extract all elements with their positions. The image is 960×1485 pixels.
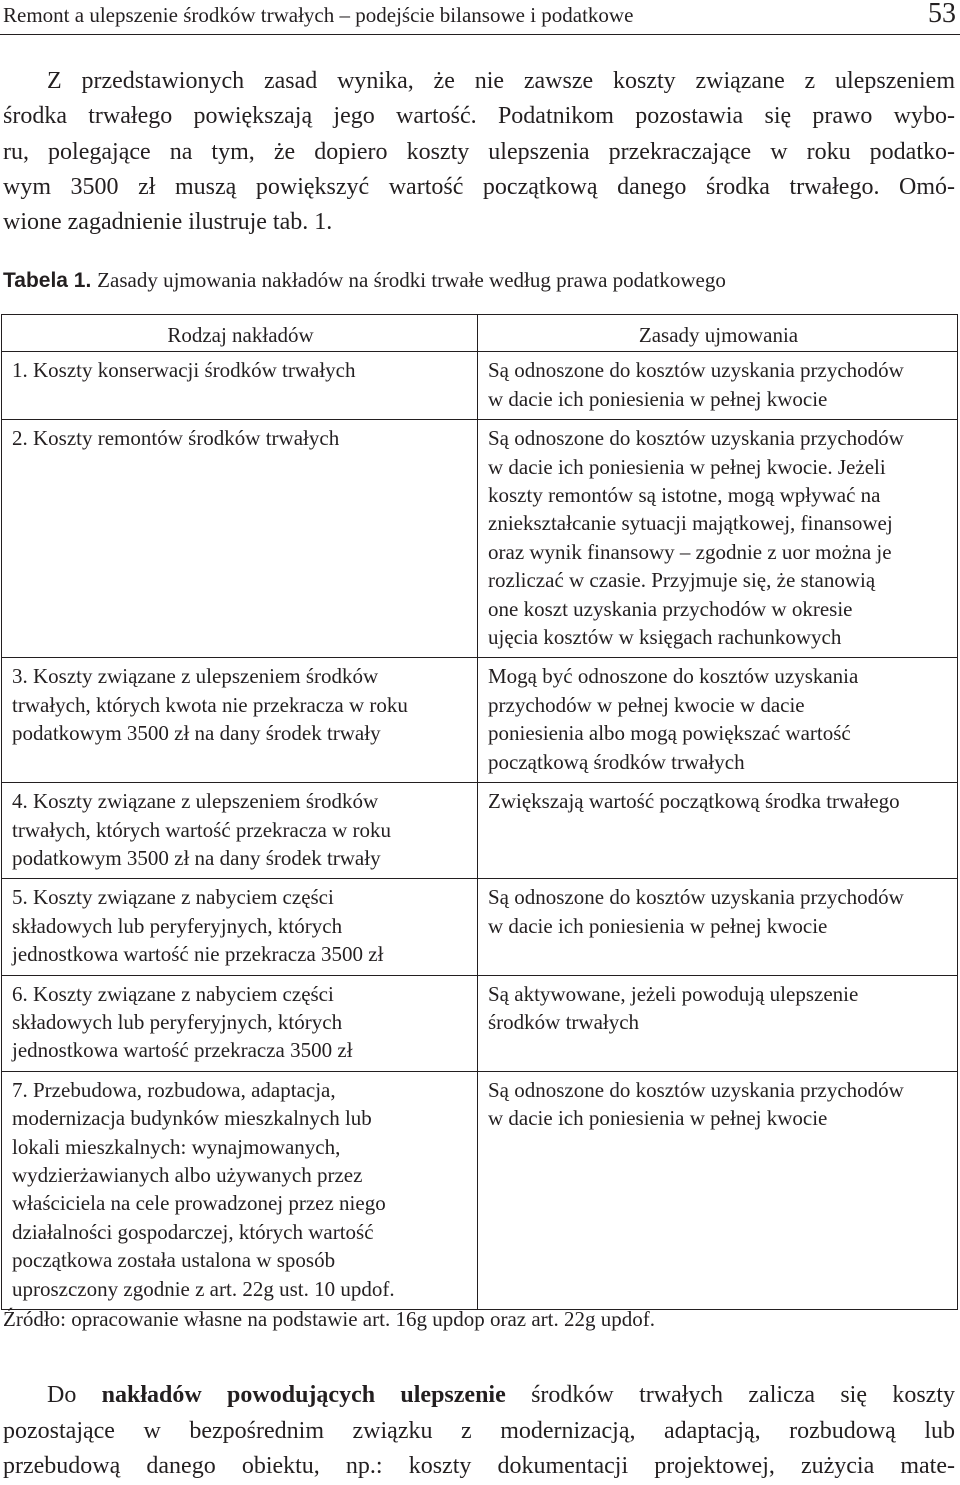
cell-line: środków trwałych <box>488 1009 640 1034</box>
table-header-row <box>2 315 958 352</box>
table-body <box>2 352 958 1310</box>
cell-line: 5. Koszty związane z nabyciem części <box>12 885 334 910</box>
cell-line: uproszczony zgodnie z art. 22g ust. 10 updof. <box>12 1276 395 1301</box>
cell-type <box>2 879 478 975</box>
outro-bold-term: nakładów powodujących ulepszenie <box>101 1382 506 1408</box>
cell-type <box>2 975 478 1071</box>
cell-line: wydzierżawianych albo używanych przez <box>12 1162 363 1187</box>
cell-type <box>2 352 478 420</box>
table-row <box>2 420 958 658</box>
cell-line: 4. Koszty związane z ulepszeniem środków <box>12 789 379 814</box>
cell-rule <box>478 658 958 783</box>
cell-type <box>2 420 478 658</box>
cell-line: jednostkowa wartość nie przekracza 3500 zł <box>12 942 384 967</box>
cell-line: jednostkowa wartość przekracza 3500 zł <box>12 1038 353 1063</box>
cell-rule <box>478 352 958 420</box>
cell-line: początkową środków trwałych <box>488 749 745 774</box>
cell-line: koszty remontów są istotne, mogą wpływać na <box>488 483 881 508</box>
outro-lead: Do <box>47 1382 102 1408</box>
cell-rule <box>478 879 958 975</box>
outro-line: pozostające w bezpośrednim związku z modernizacją, adaptacją, rozbudową lub <box>3 1417 955 1444</box>
cell-line: Są aktywowane, jeżeli powodują ulepszenie <box>488 981 859 1006</box>
table-row <box>2 879 958 975</box>
cell-line: w dacie ich poniesienia w pełnej kwocie. Jeżeli <box>488 454 886 479</box>
cell-line: ujęcia kosztów w księgach rachunkowych <box>488 625 842 650</box>
cell-rule <box>478 420 958 658</box>
cell-line: składowych lub peryferyjnych, których <box>12 1009 343 1034</box>
cell-line: w dacie ich poniesienia w pełnej kwocie <box>488 386 828 411</box>
cell-line: w dacie ich poniesienia w pełnej kwocie <box>488 1106 828 1131</box>
table-caption-text: Zasady ujmowania nakładów na środki trwałe według prawa podatkowego <box>97 268 726 292</box>
intro-paragraph <box>3 64 955 240</box>
running-title: Remont a ulepszenie środków trwałych – podejście bilansowe i podatkowe <box>3 3 634 27</box>
cell-line: lokali mieszkalnych: wynajmowanych, <box>12 1134 341 1159</box>
cell-type <box>2 783 478 879</box>
running-header <box>0 0 960 35</box>
cell-line: 1. Koszty konserwacji środków trwałych <box>12 358 356 383</box>
intro-line: Z przedstawionych zasad wynika, że nie zawsze koszty związane z ulepszeniem <box>47 68 955 94</box>
cell-line: 7. Przebudowa, rozbudowa, adaptacja, <box>12 1077 336 1102</box>
cell-type <box>2 1071 478 1309</box>
cell-line: przychodów w pełnej kwocie w dacie <box>488 692 805 717</box>
table-row <box>2 658 958 783</box>
table-row <box>2 352 958 420</box>
table-row <box>2 1071 958 1309</box>
cell-line: składowych lub peryferyjnych, których <box>12 913 343 938</box>
cell-line: one koszt uzyskania przychodów w okresie <box>488 596 853 621</box>
intro-line: wione zagadnienie ilustruje tab. 1. <box>3 209 333 236</box>
cell-line: poniesienia albo mogą powiększać wartość <box>488 721 851 746</box>
cell-line: Zwiększają wartość początkową środka trwałego <box>488 789 900 814</box>
cell-line: Są odnoszone do kosztów uzyskania przychodów <box>488 1077 904 1102</box>
cell-line: w dacie ich poniesienia w pełnej kwocie <box>488 913 828 938</box>
cell-line: początkowa została ustalona w sposób <box>12 1248 336 1273</box>
cell-line: trwałych, których wartość przekracza w roku <box>12 817 391 842</box>
cell-line: rozliczać w czasie. Przyjmuje się, że stanowią <box>488 568 876 593</box>
cell-line: właściciela na cele prowadzonej przez niego <box>12 1191 386 1216</box>
outro-line <box>3 1378 955 1414</box>
table-caption-label: Tabela 1. <box>3 269 92 292</box>
table-row <box>2 975 958 1071</box>
source-note: Źródło: opracowanie własne na podstawie art. 16g updop oraz art. 22g updof. <box>3 1307 655 1331</box>
table-row <box>2 783 958 879</box>
intro-line: wym 3500 zł muszą powiększyć wartość początkową danego środka trwałego. Omó- <box>3 173 955 200</box>
outro-line: przebudową danego obiektu, np.: koszty dokumentacji projektowej, zużycia mate- <box>3 1453 955 1479</box>
intro-line: środka trwałego powiększają jego wartość. Podatnikom pozostawia się prawo wybo- <box>3 103 955 130</box>
cell-line: 3. Koszty związane z ulepszeniem środków <box>12 664 379 689</box>
page-number: 53 <box>928 0 956 29</box>
table-caption <box>3 268 726 293</box>
cell-line: modernizacja budynków mieszkalnych lub <box>12 1106 372 1131</box>
cell-type <box>2 658 478 783</box>
cell-line: Są odnoszone do kosztów uzyskania przychodów <box>488 426 904 451</box>
cell-line: 6. Koszty związane z nabyciem części <box>12 981 334 1006</box>
cell-line: oraz wynik finansowy – zgodnie z uor można je <box>488 539 892 564</box>
cell-line: Są odnoszone do kosztów uzyskania przychodów <box>488 358 904 383</box>
cell-line: Są odnoszone do kosztów uzyskania przychodów <box>488 885 904 910</box>
cell-rule <box>478 783 958 879</box>
cell-line: 2. Koszty remontów środków trwałych <box>12 426 340 451</box>
intro-line: ru, polegające na tym, że dopiero koszty ulepszenia przekraczające w roku podatko- <box>3 138 955 165</box>
cell-line: trwałych, których kwota nie przekracza w roku <box>12 692 408 717</box>
cell-line: podatkowym 3500 zł na dany środek trwały <box>12 845 381 870</box>
cell-line: zniekształcanie sytuacji majątkowej, finansowej <box>488 511 893 536</box>
column-header-type: Rodzaj nakładów <box>2 315 478 352</box>
column-header-rule: Zasady ujmowania <box>478 315 958 352</box>
cell-rule <box>478 975 958 1071</box>
rules-table <box>1 314 958 1310</box>
cell-line: Mogą być odnoszone do kosztów uzyskania <box>488 664 859 689</box>
cell-rule <box>478 1071 958 1309</box>
outro-paragraph <box>3 1378 955 1485</box>
outro-rest: środków trwałych zalicza się koszty <box>505 1382 955 1408</box>
cell-line: podatkowym 3500 zł na dany środek trwały <box>12 721 381 746</box>
cell-line: działalności gospodarczej, których wartość <box>12 1219 374 1244</box>
